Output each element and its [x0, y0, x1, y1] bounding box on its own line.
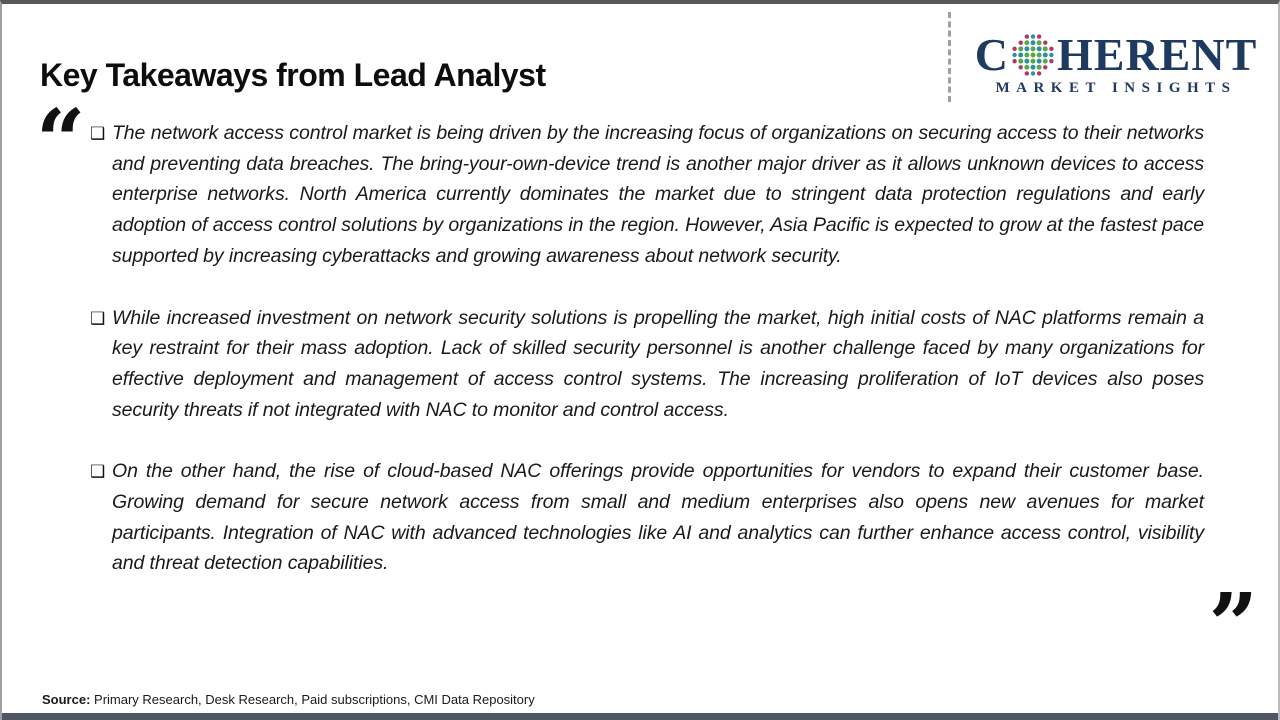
checkbox-bullet-icon: ❑: [90, 124, 106, 143]
source-line: [42, 692, 535, 707]
bottom-accent-bar: [2, 713, 1278, 720]
checkbox-bullet-icon: ❑: [90, 308, 106, 328]
source-text: Primary Research, Desk Research, Paid subscriptions, CMI Data Repository: [90, 692, 535, 707]
brand-logo: [970, 29, 1262, 97]
logo-globe-icon: [1010, 32, 1056, 78]
brand-letters-rest: HERENT: [1056, 29, 1258, 80]
takeaway-text: On the other hand, the rise of cloud-based NAC offerings provide opportunities for vendors to expand their customer base. Growing demand for secure network access from small and medium enterprises also opens new avenues for market participants. Integration of NAC with advanced technologies like AI and analytics can further enhance access control, visibility and threat detection capabilities.: [112, 460, 1204, 575]
checkbox-bullet-icon: ❑: [90, 462, 106, 482]
takeaways-list: [90, 118, 1204, 610]
slide: Key Takeaways from Lead Analyst C HERENT MARKET INSIGHTS “ ❑ The network access control market is being driven by the increasing focus of organizations on securing access to their networks and preventing data breaches. The bring-your-own-device trend is another major driver as it allows unknown devices to access enterprise networks. North America currently dominates the market due to stringent data protection regulations and early adoption of access control solutions by organizations in the region. However, Asia Pacific is expected to grow at the fastest pace supported by increasing cyberattacks and growing awareness about network security. ❑ While increased investment on network security solutions is propelling the market, high initial costs of NAC platforms remain a key restraint for their mass adoption. Lack of skilled security personnel is another challenge faced by many organizations for effective deployment and management of access control systems. The increasing proliferation of IoT devices also poses security threats if not integrated with NAC to monitor and control access. ❑ On the other hand, the rise of cloud-based NAC offerings provide opportunities for vendors to expand their customer base. Growing demand for secure network access from small and medium enterprises also opens new avenues for market participants. Integration of NAC with advanced technologies like AI and analytics can further enhance access control, visibility and threat detection capabilities. ” Source: Primary Research, Desk Research, Paid subscriptions, CMI Data Repository: [0, 0, 1280, 720]
takeaway-text: The network access control market is being driven by the increasing focus of organizations on securing access to their networks and preventing data breaches. The bring-your-own-device trend is another major driver as it allows unknown devices to access enterprise networks. North America currently dominates the market due to stringent data protection regulations and early adoption of access control solutions by organizations in the region. However, Asia Pacific is expected to grow at the fastest pace supported by increasing cyberattacks and growing awareness about network security.: [112, 122, 1204, 267]
takeaway-text: While increased investment on network security solutions is propelling the market, high initial costs of NAC platforms remain a key restraint for their mass adoption. Lack of skilled security personnel is another challenge faced by many organizations for effective deployment and management of access control systems. The increasing proliferation of IoT devices also poses security threats if not integrated with NAC to monitor and control access.: [112, 306, 1204, 421]
brand-subtitle: MARKET INSIGHTS: [995, 80, 1237, 96]
page-title: Key Takeaways from Lead Analyst: [40, 57, 546, 94]
source-label: Source:: [42, 692, 91, 707]
takeaway-item: [90, 456, 1204, 579]
logo-divider-dashed-line: [948, 12, 951, 102]
takeaway-item: [90, 303, 1204, 426]
brand-wordmark: [970, 29, 1262, 80]
brand-letter-c: C: [974, 29, 1009, 80]
takeaway-item: [90, 118, 1204, 272]
